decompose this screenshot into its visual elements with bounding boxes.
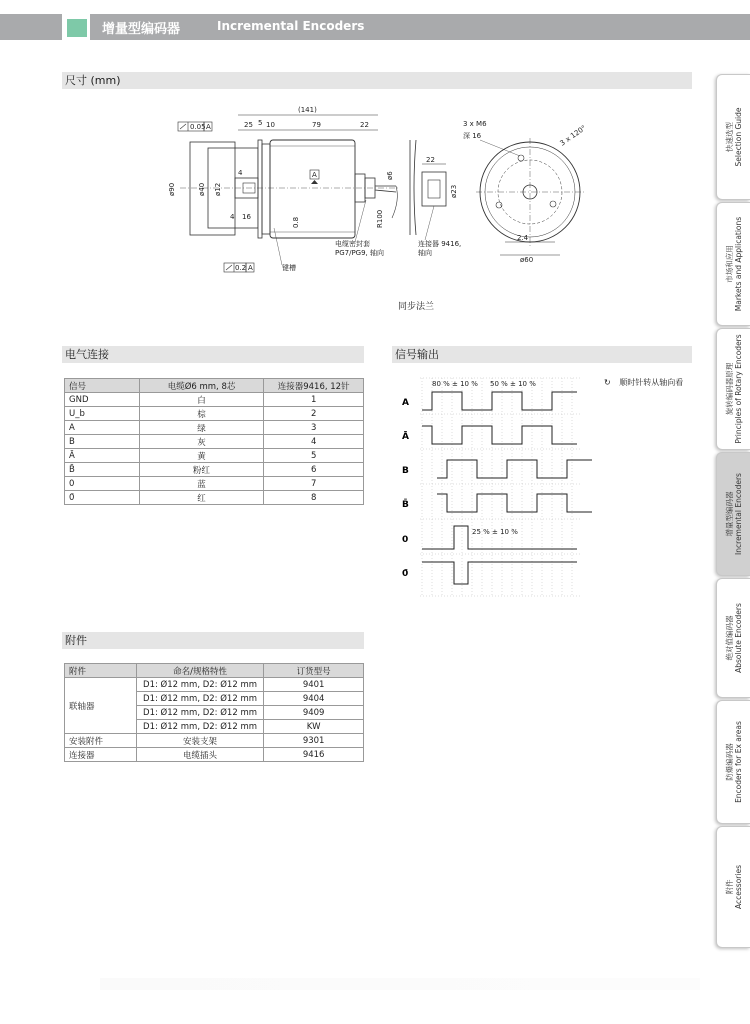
svg-text:ø90: ø90 — [168, 182, 176, 196]
svg-text:ø40: ø40 — [198, 182, 206, 196]
svg-text:Ā: Ā — [402, 432, 409, 442]
svg-text:轴向: 轴向 — [418, 249, 432, 257]
tab-ex-areas[interactable]: 防爆编码器 Encoders for Ex areas — [716, 700, 750, 824]
svg-text:25 % ± 10 %: 25 % ± 10 % — [472, 528, 518, 536]
tab-markets-applications[interactable]: 市场和应用 Markets and Applications — [716, 202, 750, 326]
svg-text:22: 22 — [360, 121, 369, 129]
table-row: B̄ 粉红 6 — [65, 463, 364, 477]
rotation-note: ↻ 顺时针转从轴向看 — [604, 378, 684, 387]
svg-text:0.05: 0.05 — [190, 123, 206, 131]
svg-text:10: 10 — [266, 121, 275, 129]
accessories-section-title: 附件 — [62, 632, 364, 649]
svg-text:0.8: 0.8 — [292, 216, 300, 228]
signal-timing-diagram — [392, 374, 592, 599]
table-row: 连接器 电缆插头 9416 — [65, 748, 364, 762]
dimensions-section-title: 尺寸 (mm) — [62, 72, 692, 89]
svg-text:0: 0 — [402, 535, 409, 545]
tab-principles[interactable]: 旋转编码器原理 Principles of Rotary Encoders — [716, 328, 750, 450]
svg-text:A: A — [206, 123, 211, 131]
svg-text:4: 4 — [230, 213, 235, 221]
svg-text:ø12: ø12 — [214, 182, 222, 196]
tab-absolute-encoders[interactable]: 绝对值编码器 Absolute Encoders — [716, 578, 750, 698]
table-row: 0 蓝 7 — [65, 477, 364, 491]
table-row: B 灰 4 — [65, 435, 364, 449]
header-title-cn: 增量型编码器 — [102, 22, 181, 37]
tab-accessories[interactable]: 附件 Accessories — [716, 826, 750, 948]
table-row: D1: Ø12 mm, D2: Ø12 mm 9404 — [65, 692, 364, 706]
rotation-icon: ↻ — [604, 378, 611, 387]
dimension-caption: 同步法兰 — [398, 302, 435, 312]
svg-text:A: A — [248, 264, 253, 272]
footer-faded-strip — [100, 978, 700, 990]
electrical-section-title: 电气连接 — [62, 346, 364, 363]
table-row: GND 白 1 — [65, 393, 364, 407]
svg-text:ø6: ø6 — [386, 171, 394, 180]
svg-text:电缆密封套: 电缆密封套 — [335, 240, 370, 248]
table-row: Ā 黄 5 — [65, 449, 364, 463]
electrical-table: 信号 电缆Ø6 mm, 8芯 连接器9416, 12针 GND 白 1 U_b 棕 2 A 绿 3 B 灰 4 Ā 黄 5 B̄ 粉红 6 0 蓝 7 0̄ 红 8 — [64, 378, 364, 505]
signal-section-title: 信号输出 — [392, 346, 692, 363]
tab-incremental-encoders[interactable]: 增量型编码器 Incremental Encoders — [716, 452, 750, 576]
svg-text:0̄: 0̄ — [402, 569, 409, 579]
svg-text:22: 22 — [426, 156, 435, 164]
svg-text:50 % ± 10 %: 50 % ± 10 % — [490, 380, 536, 388]
table-row: 0̄ 红 8 — [65, 491, 364, 505]
svg-text:0.2: 0.2 — [235, 264, 247, 272]
table-row: 安装附件 安装支架 9301 — [65, 734, 364, 748]
dim-total: (141) — [298, 106, 317, 114]
svg-text:R100: R100 — [376, 209, 384, 228]
svg-text:B̄: B̄ — [402, 500, 409, 510]
svg-text:80 % ± 10 %: 80 % ± 10 % — [432, 380, 478, 388]
svg-text:25: 25 — [244, 121, 253, 129]
table-row: D1: Ø12 mm, D2: Ø12 mm 9409 — [65, 706, 364, 720]
table-row: A 绿 3 — [65, 421, 364, 435]
svg-text:16: 16 — [242, 213, 251, 221]
table-row: U_b 棕 2 — [65, 407, 364, 421]
svg-text:A: A — [402, 398, 409, 408]
svg-text:79: 79 — [312, 121, 321, 129]
svg-text:键槽: 键槽 — [282, 264, 296, 272]
svg-text:A: A — [312, 171, 317, 179]
svg-text:ø60: ø60 — [520, 256, 534, 264]
accessories-table: 附件 命名/规格特性 订货型号 联轴器 D1: Ø12 mm, D2: Ø12 mm 9401 D1: Ø12 mm, D2: Ø12 mm 9404 D1: Ø12 mm, D2: Ø12 mm 9409 D1: Ø12 mm, D2: Ø12 mm KW 安装附件 安装支架 9301 连接器 电缆插头 9416 — [64, 663, 364, 762]
svg-text:ø23: ø23 — [450, 184, 458, 198]
svg-text:3 x M6: 3 x M6 — [463, 120, 487, 128]
svg-text:连接器 9416,: 连接器 9416, — [418, 240, 462, 248]
svg-text:3 x 120°: 3 x 120° — [558, 123, 588, 148]
svg-text:5: 5 — [258, 119, 263, 127]
svg-text:PG7/PG9, 轴向: PG7/PG9, 轴向 — [335, 249, 385, 257]
header-title-en: Incremental Encoders — [217, 19, 365, 33]
svg-text:B: B — [402, 466, 409, 476]
dimension-drawing — [160, 100, 600, 275]
svg-text:4: 4 — [238, 169, 243, 177]
svg-text:2.4: 2.4 — [517, 234, 529, 242]
table-row: D1: Ø12 mm, D2: Ø12 mm KW — [65, 720, 364, 734]
svg-text:深 16: 深 16 — [463, 132, 482, 140]
tab-selection-guide[interactable]: 快速选型 Selection Guide — [716, 74, 750, 200]
table-row: 联轴器 D1: Ø12 mm, D2: Ø12 mm 9401 — [65, 678, 364, 692]
section-logo-square — [62, 14, 90, 40]
